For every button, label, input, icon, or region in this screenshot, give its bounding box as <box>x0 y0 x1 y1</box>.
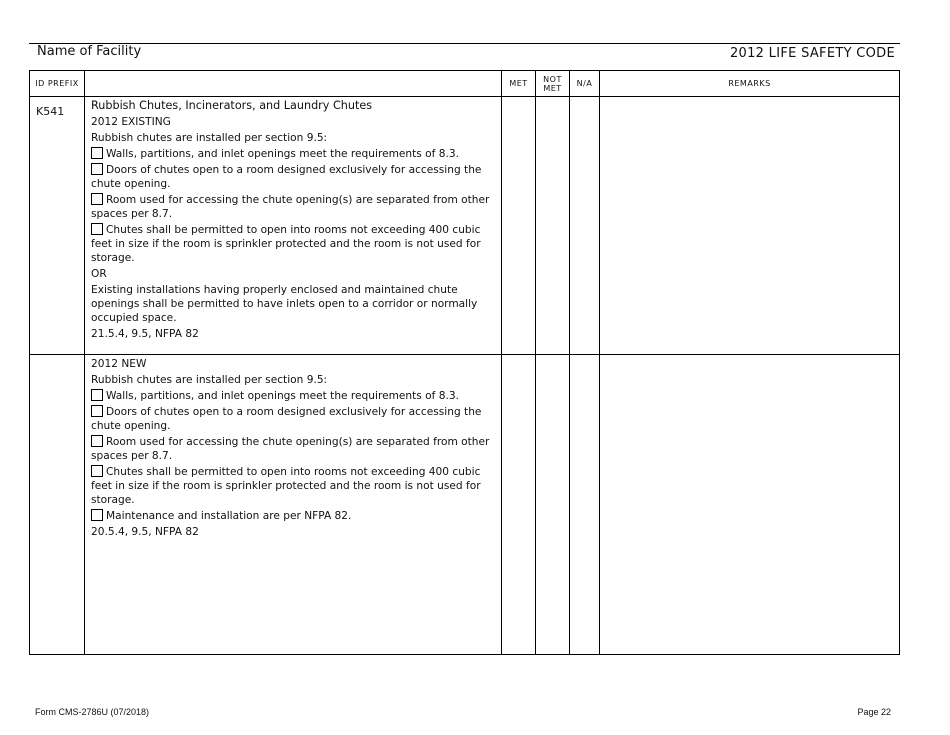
table-row-existing <box>30 97 900 355</box>
col-remarks: REMARKS <box>600 71 900 97</box>
checkbox[interactable] <box>91 435 103 447</box>
new-intro: Rubbish chutes are installed per section 9.5: <box>91 374 328 386</box>
new-heading: 2012 NEW <box>91 358 147 370</box>
or-label: OR <box>91 268 107 280</box>
checklist-table <box>29 70 900 655</box>
existing-alternative: Existing installations having properly enclosed and maintained chute openings shall be permitted to have inlets open to a corridor or normally occupied space. <box>91 284 478 324</box>
checkbox-label: Doors of chutes open to a room designed exclusively for accessing the chute opening. <box>91 164 482 190</box>
existing-description <box>85 97 502 355</box>
checkbox[interactable] <box>91 147 103 159</box>
existing-heading: 2012 EXISTING <box>91 116 171 128</box>
checkbox[interactable] <box>91 163 103 175</box>
checkbox-item[interactable] <box>91 147 495 161</box>
table-header <box>30 71 900 97</box>
checkbox[interactable] <box>91 193 103 205</box>
remarks-cell[interactable] <box>600 97 900 355</box>
na-cell[interactable] <box>570 97 600 355</box>
checkbox-label: Room used for accessing the chute opening(s) are separated from other spaces per 8.7. <box>91 436 490 462</box>
page-number: Page 22 <box>857 707 891 717</box>
checkbox-item[interactable] <box>91 163 495 191</box>
table-row-new <box>30 355 900 655</box>
existing-intro: Rubbish chutes are installed per section 9.5: <box>91 132 328 144</box>
id-prefix: K541 <box>30 97 85 355</box>
code-title: 2012 LIFE SAFETY CODE <box>729 46 895 61</box>
checkbox[interactable] <box>91 405 103 417</box>
checkbox-label: Maintenance and installation are per NFPA 82. <box>106 510 352 522</box>
new-description <box>85 355 502 655</box>
checkbox[interactable] <box>91 509 103 521</box>
not-met-cell[interactable] <box>536 355 570 655</box>
checkbox-label: Chutes shall be permitted to open into rooms not exceeding 400 cubic feet in size if the room is sprinkler protected and the room is not used for storage. <box>91 466 481 506</box>
checkbox[interactable] <box>91 389 103 401</box>
checkbox-item[interactable] <box>91 389 495 403</box>
checkbox-label: Doors of chutes open to a room designed exclusively for accessing the chute opening. <box>91 406 482 432</box>
header-rule <box>29 43 900 44</box>
checkbox-label: Walls, partitions, and inlet openings meet the requirements of 8.3. <box>106 148 459 160</box>
checkbox-item[interactable] <box>91 223 495 265</box>
existing-reference: 21.5.4, 9.5, NFPA 82 <box>91 328 199 340</box>
checkbox-label: Room used for accessing the chute opening(s) are separated from other spaces per 8.7. <box>91 194 490 220</box>
not-met-cell[interactable] <box>536 97 570 355</box>
col-description <box>85 71 502 97</box>
new-reference: 20.5.4, 9.5, NFPA 82 <box>91 526 199 538</box>
form-number: Form CMS-2786U (07/2018) <box>35 707 150 717</box>
checkbox-label: Walls, partitions, and inlet openings meet the requirements of 8.3. <box>106 390 459 402</box>
met-cell[interactable] <box>502 97 536 355</box>
id-prefix-empty <box>30 355 85 655</box>
checkbox-item[interactable] <box>91 405 495 433</box>
col-met: MET <box>502 71 536 97</box>
checkbox-item[interactable] <box>91 465 495 507</box>
checkbox[interactable] <box>91 465 103 477</box>
col-not-met: NOT MET <box>536 71 570 97</box>
remarks-cell[interactable] <box>600 355 900 655</box>
checkbox-item[interactable] <box>91 509 495 523</box>
checkbox-item[interactable] <box>91 193 495 221</box>
col-na: N/A <box>570 71 600 97</box>
facility-name-label: Name of Facility <box>37 44 142 59</box>
checkbox-item[interactable] <box>91 435 495 463</box>
checkbox-label: Chutes shall be permitted to open into rooms not exceeding 400 cubic feet in size if the room is sprinkler protected and the room is not used for storage. <box>91 224 481 264</box>
met-cell[interactable] <box>502 355 536 655</box>
col-id-prefix: ID PREFIX <box>30 71 85 97</box>
na-cell[interactable] <box>570 355 600 655</box>
item-title: Rubbish Chutes, Incinerators, and Laundry Chutes <box>91 99 373 112</box>
checkbox[interactable] <box>91 223 103 235</box>
